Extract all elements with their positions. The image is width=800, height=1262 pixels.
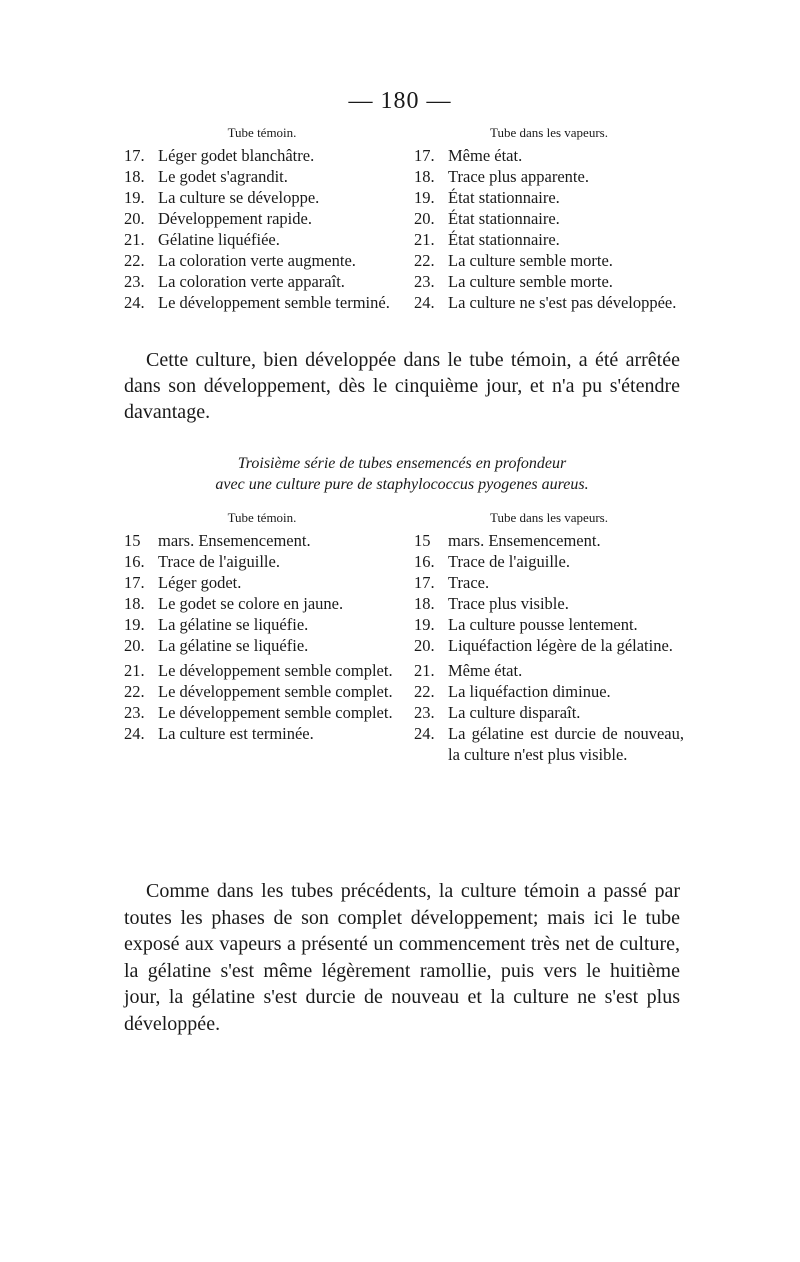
control-observation: Trace de l'aiguille.	[158, 552, 280, 571]
day-number: 23.	[414, 272, 435, 291]
day-number: 21.	[414, 230, 435, 249]
vapor-observation: État stationnaire.	[448, 209, 560, 228]
table-row	[124, 530, 684, 551]
vapor-observation: La culture ne s'est pas développée.	[448, 293, 677, 312]
control-observation: Léger godet.	[158, 573, 242, 592]
day-number: 21.	[124, 661, 145, 680]
vapor-observation: État stationnaire.	[448, 230, 560, 249]
control-observation: Le godet s'agrandit.	[158, 167, 288, 186]
table-row	[124, 551, 684, 572]
day-number: 24.	[414, 293, 435, 312]
series-title	[124, 453, 680, 495]
column-header-control: Tube témoin.	[227, 510, 297, 525]
day-number: 20.	[124, 209, 145, 228]
control-observation: Développement rapide.	[158, 209, 312, 228]
column-header-vapor: Tube dans les vapeurs.	[490, 510, 608, 525]
day-number: 22.	[414, 682, 435, 701]
table-row	[124, 723, 684, 765]
day-number: 18.	[414, 594, 435, 613]
control-observation: Le développement semble terminé.	[158, 293, 390, 312]
day-number: 23.	[124, 703, 145, 722]
control-observation: Le développement semble complet.	[158, 661, 393, 680]
table-header-row	[124, 122, 684, 145]
day-number: 18.	[124, 594, 145, 613]
day-number: 19.	[414, 615, 435, 634]
control-observation: La culture se développe.	[158, 188, 320, 207]
vapor-observation: La culture semble morte.	[448, 272, 613, 291]
day-number: 20.	[414, 636, 435, 655]
day-number: 20.	[124, 636, 145, 655]
control-observation: La coloration verte apparaît.	[158, 272, 345, 291]
day-number: 19.	[124, 188, 145, 207]
paragraph-conclusion-2: Comme dans les tubes précédents, la culture témoin a passé par toutes les phases de son complet développement; mais ici le tube exposé aux vapeurs a présenté un commencement très net de culture, la gélatine s'est même légèrement ramollie, puis vers le huitième jour, la gélatine s'est durcie de nouveau et la culture ne s'est plus développée.	[124, 880, 680, 1035]
day-number: 19.	[414, 188, 435, 207]
column-header-vapor: Tube dans les vapeurs.	[490, 125, 608, 140]
day-number: 18.	[124, 167, 145, 186]
vapor-observation: La culture semble morte.	[448, 251, 613, 270]
vapor-observation: La culture pousse lentement.	[448, 615, 638, 634]
day-number: 15	[414, 531, 431, 550]
vapor-observation: La culture disparaît.	[448, 703, 581, 722]
vapor-observation: Trace plus visible.	[448, 594, 569, 613]
day-number: 24.	[124, 724, 145, 743]
vapor-observation: Trace plus apparente.	[448, 167, 589, 186]
column-header-control: Tube témoin.	[227, 125, 297, 140]
day-number: 17.	[414, 146, 435, 165]
vapor-observation: Même état.	[448, 146, 523, 165]
table-row	[124, 614, 684, 635]
day-number: 21.	[414, 661, 435, 680]
table-row	[124, 250, 684, 271]
series-title-line-1: Troisième série de tubes ensemencés en profondeur	[237, 455, 567, 472]
day-number: 22.	[414, 251, 435, 270]
table-header-row	[124, 507, 684, 530]
day-number: 19.	[124, 615, 145, 634]
day-number: 22.	[124, 682, 145, 701]
table-row	[124, 572, 684, 593]
control-observation: La coloration verte augmente.	[158, 251, 356, 270]
day-number: 23.	[414, 703, 435, 722]
day-number: 18.	[414, 167, 435, 186]
day-number: 21.	[124, 230, 145, 249]
control-observation: Léger godet blanchâtre.	[158, 146, 315, 165]
control-observation: Le développement semble complet.	[158, 703, 393, 722]
control-observation: Le développement semble complet.	[158, 682, 393, 701]
vapor-observation: Trace de l'aiguille.	[448, 552, 570, 571]
day-number: 17.	[414, 573, 435, 592]
table-row	[124, 635, 684, 656]
vapor-observation: Liquéfaction légère de la gélatine.	[448, 636, 673, 655]
paragraph-conclusion-1: Cette culture, bien développée dans le tube témoin, a été arrêtée dans son développement, dès le cinquième jour, et n'a pu s'étendre davantage.	[124, 349, 680, 423]
day-number: 24.	[124, 293, 145, 312]
day-number: 15	[124, 531, 141, 550]
control-observation: La gélatine se liquéfie.	[158, 615, 309, 634]
table-row	[124, 229, 684, 250]
day-number: 17.	[124, 573, 145, 592]
day-number: 23.	[124, 272, 145, 291]
comparison-table-2	[124, 507, 684, 765]
day-number: 22.	[124, 251, 145, 270]
vapor-observation: Même état.	[448, 661, 523, 680]
table-row	[124, 702, 684, 723]
day-number: 20.	[414, 209, 435, 228]
table-row	[124, 208, 684, 229]
table-row	[124, 292, 684, 313]
control-observation: Le godet se colore en jaune.	[158, 594, 344, 613]
table-row	[124, 187, 684, 208]
vapor-observation: La gélatine est durcie de nouveau, la culture n'est plus visible.	[448, 724, 684, 764]
control-observation: mars. Ensemencement.	[158, 531, 311, 550]
vapor-observation: mars. Ensemencement.	[448, 531, 601, 550]
table-row	[124, 660, 684, 681]
page-number: — 180 —	[348, 88, 452, 114]
table-row	[124, 145, 684, 166]
day-number: 16.	[124, 552, 145, 571]
table-row	[124, 271, 684, 292]
day-number: 24.	[414, 724, 435, 743]
table-row	[124, 593, 684, 614]
table-row	[124, 166, 684, 187]
series-title-line-2: avec une culture pure de staphylococcus pyogenes aureus.	[215, 476, 589, 493]
comparison-table-1	[124, 122, 684, 313]
control-observation: Gélatine liquéfiée.	[158, 230, 280, 249]
vapor-observation: État stationnaire.	[448, 188, 560, 207]
day-number: 16.	[414, 552, 435, 571]
day-number: 17.	[124, 146, 145, 165]
vapor-observation: Trace.	[448, 573, 490, 592]
control-observation: La gélatine se liquéfie.	[158, 636, 309, 655]
vapor-observation: La liquéfaction diminue.	[448, 682, 611, 701]
table-row	[124, 681, 684, 702]
control-observation: La culture est terminée.	[158, 724, 314, 743]
